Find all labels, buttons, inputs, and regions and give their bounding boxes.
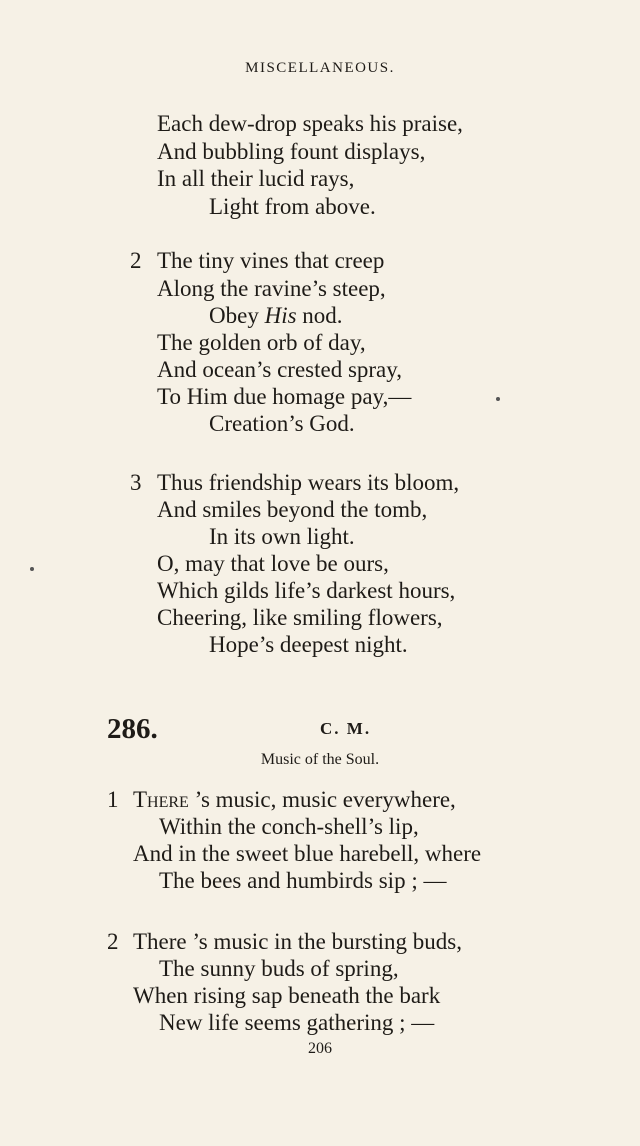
verse-line: There ’s music in the bursting buds,: [133, 929, 462, 954]
stanza-number: 3: [130, 470, 142, 495]
print-speck: [496, 397, 500, 401]
verse-line: The bees and humbirds sip ; —: [159, 868, 447, 893]
verse-line: Each dew-drop speaks his praise,: [157, 111, 463, 136]
verse-line: [209, 302, 343, 329]
stanza-number: 2: [107, 929, 119, 954]
verse-line: In all their lucid rays,: [157, 166, 355, 191]
verse-line: And smiles beyond the tomb,: [157, 497, 428, 522]
verse-line: To Him due homage pay,—: [157, 384, 412, 409]
verse-line: In its own light.: [209, 524, 355, 549]
verse-line: The golden orb of day,: [157, 330, 366, 355]
hymn-title: Music of the Soul.: [260, 751, 380, 768]
stanza-number: 2: [130, 248, 142, 273]
verse-line: Hope’s deepest night.: [209, 632, 408, 657]
print-speck: [30, 567, 34, 571]
verse-line: Within the conch-shell’s lip,: [159, 814, 419, 839]
stanza-number: 1: [107, 787, 119, 812]
verse-text: Obey: [209, 303, 265, 328]
verse-line: Thus friendship wears its bloom,: [157, 470, 460, 495]
verse-line: When rising sap beneath the bark: [133, 983, 441, 1008]
verse-line: The sunny buds of spring,: [159, 956, 399, 981]
running-header: MISCELLANEOUS.: [245, 60, 395, 76]
verse-line: And ocean’s crested spray,: [157, 357, 403, 382]
verse-line: And bubbling fount displays,: [157, 139, 426, 164]
verse-line: The tiny vines that creep: [157, 248, 385, 273]
verse-line: Cheering, like smiling flowers,: [157, 605, 443, 630]
verse-line: [133, 786, 456, 813]
verse-line: New life seems gathering ; —: [159, 1010, 435, 1035]
page-number: 206: [308, 1040, 332, 1057]
verse-line: Creation’s God.: [209, 411, 355, 436]
verse-line: Light from above.: [209, 194, 376, 219]
hymn-number: 286.: [107, 713, 158, 745]
opening-word: There: [133, 787, 189, 812]
verse-line: And in the sweet blue harebell, where: [133, 841, 482, 866]
verse-line: Which gilds life’s darkest hours,: [157, 578, 456, 603]
hymn-meter: C. M.: [320, 719, 372, 738]
verse-text: nod.: [296, 303, 343, 328]
verse-text: ’s music, music everywhere,: [188, 787, 456, 812]
verse-line: Along the ravine’s steep,: [157, 276, 386, 301]
emphasized-word: His: [264, 303, 297, 328]
verse-line: O, may that love be ours,: [157, 551, 389, 576]
